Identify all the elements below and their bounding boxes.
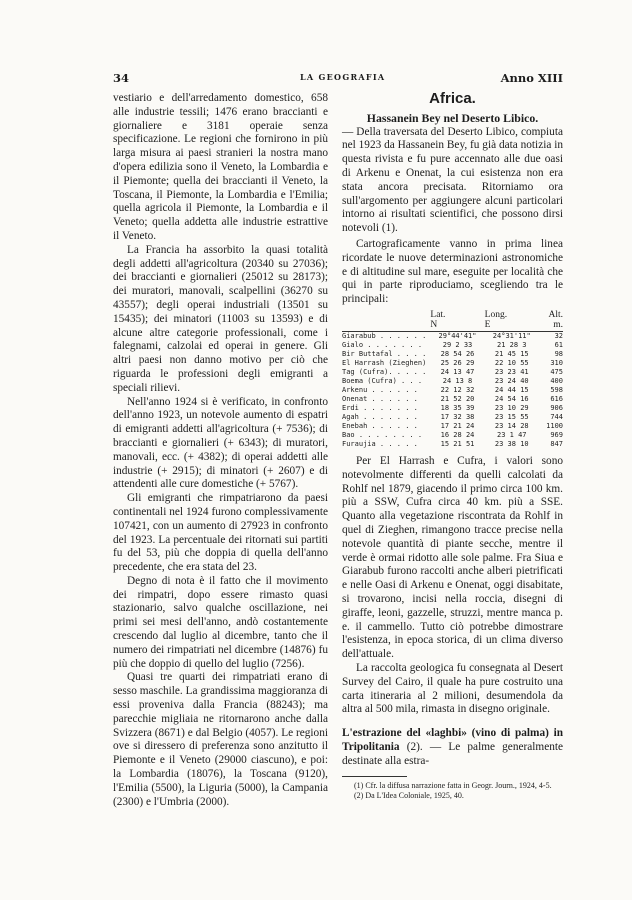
- table-cell: 21 45 15: [494, 349, 529, 358]
- table-cell: 475: [550, 367, 563, 376]
- table-cell: 906: [550, 403, 563, 412]
- table-header-long: Long. E: [485, 310, 539, 332]
- table-cell: 16 28 24: [440, 430, 475, 439]
- table-row: [342, 395, 563, 404]
- table-cell: 24 44 15: [494, 385, 529, 394]
- paragraph: Cartograficamente vanno in prima linea ricordate le nuove determinazioni astronomiche e di altitudine sul mare, eseguite per località che qui in parte riproduciamo, scegliendo tra le principali:: [342, 237, 563, 306]
- table-row: [342, 422, 563, 431]
- table-row: [342, 377, 563, 386]
- article-heading-inline: L'estrazione del «laghbi» (vino di palma) in Tripolitania: [342, 727, 563, 753]
- article-heading: Hassanein Bey nel Deserto Libico.: [366, 110, 539, 125]
- table-header-place: [342, 310, 430, 332]
- table-cell: Boema (Cufra) . . .: [342, 376, 423, 385]
- table-cell: 744: [550, 412, 563, 421]
- footnote: (1) Cfr. la diffusa narrazione fatta in Geogr. Journ., 1924, 4-5.: [354, 781, 552, 791]
- table-cell: Bao . . . . . . . .: [342, 430, 423, 439]
- table-cell: 598: [550, 385, 563, 394]
- table-cell: 24 54 16: [494, 394, 529, 403]
- table-cell: 21 52 20: [440, 394, 475, 403]
- table-cell: Onenat . . . . . .: [342, 394, 418, 403]
- running-header: [113, 71, 563, 85]
- paragraph: La raccolta geologica fu consegnata al Desert Survey del Cairo, il quale ha pure costruito una carta itineraria al 2 milioni, desumendola da altra al 500 mila, rimasta in disegno originale.: [342, 661, 563, 716]
- journal-title: LA GEOGRAFIA: [300, 72, 386, 82]
- table-cell: 28 54 26: [440, 349, 475, 358]
- table-header-lat: Lat. N: [430, 310, 484, 332]
- table-cell: 1100: [546, 421, 563, 430]
- table-cell: 400: [550, 376, 563, 385]
- table-cell: 61: [554, 340, 563, 349]
- table-cell: 24 13 8: [442, 376, 473, 385]
- page-number: 34: [113, 71, 130, 85]
- paragraph: vestiario e dell'arredamento domestico, 658 alle industrie tessili; 1476 erano braccianti e giornaliere e 3181 operaie senza specificazione. Le regioni che fornirono in più larga misura ai paesi stranieri la nostra mano d'opera edilizia sono il Veneto, la Lombardia e il Piemonte; quella dei braccianti il Veneto, la Toscana, il Piemonte, la Lombardia e l'Emilia; quella agricola il Piemonte, la Lombardia e il Veneto; quella addetta alle industrie estrattive il Veneto.: [113, 92, 328, 242]
- table-cell: 310: [550, 358, 563, 367]
- table-cell: 32: [554, 331, 563, 340]
- table-cell: 23 10 29: [494, 403, 529, 412]
- article-paragraph: [342, 727, 563, 768]
- table-row: [342, 404, 563, 413]
- table-cell: El Harrash (Zieghen): [342, 358, 427, 367]
- table-cell: 29 2 33: [442, 340, 473, 349]
- paragraph: Nell'anno 1924 si è verificato, in confronto dell'anno 1923, un notevole aumento di espatri di emigranti addetti all'agricoltura (+ 7536); di braccianti e giornalieri (+ 6343); di muratori, manovali, ecc. (+ 4382); di operai addetti alle industrie (+ 2915); di minatori (+ 2607) e di attendenti alle cure domestiche (+ 5767).: [113, 395, 328, 491]
- table-cell: 23 38 10: [494, 439, 529, 448]
- table-cell: Gialo . . . . . . .: [342, 340, 423, 349]
- table-cell: 23 23 41: [494, 367, 529, 376]
- table-cell: Agah . . . . . . .: [342, 412, 418, 421]
- table-row: [342, 413, 563, 422]
- table-cell: Bir Buttafal . . . .: [342, 349, 427, 358]
- table-cell: 22 10 55: [494, 358, 529, 367]
- table-row: [342, 341, 563, 350]
- table-row: [342, 440, 563, 449]
- volume-year: Anno XIII: [500, 71, 563, 85]
- table-cell: Tag (Cufra). . . . .: [342, 367, 427, 376]
- paragraph: Quasi tre quarti dei rimpatriati erano di sesso maschile. La grandissima maggioranza di essi proveniva dalla Francia (88243); ma parecchie migliaia ne ritornarono anche dalla Svizzera (8671) e dal Belgio (4057). Le regioni ove si diressero di preferenza sono anzitutto il Piemonte e il Veneto (29000 ciascuno), e poi: la Lombardia (18076), la Toscana (9120), l'Emilia (5500), la Liguria (5000), la Campania (2300) e l'Umbria (2000).: [113, 671, 328, 808]
- paragraph: Degno di nota è il fatto che il movimento dei rimpatri, dopo essere rimasto quasi stazionario, salvo qualche oscillazione, nei primi sei mesi dell'anno, andò costantemente crescendo dal luglio al dicembre, tanto che il numero dei rimpatriati nel dicembre (14876) fu più che doppio di quello del luglio (7256).: [113, 574, 328, 670]
- table-cell: Arkenu . . . . . .: [342, 385, 418, 394]
- table-cell: 23 1 47: [497, 430, 527, 439]
- table-row: [342, 331, 563, 341]
- table-cell: 23 14 28: [494, 421, 529, 430]
- footnote: (2) Da L'Idea Coloniale, 1925, 40.: [354, 791, 464, 801]
- table-cell: 25 26 29: [440, 358, 475, 367]
- paragraph: La Francia ha assorbito la quasi totalità degli addetti all'agricoltura (20340 su 27036); dei braccianti e giornalieri (25012 su 28173); dei muratori, manovali, scalpellini (36270 su 43557); degli operai industriali (13501 su 15435); dei minatori (11003 su 13593) e di alcune altre categorie professionali, come i falegnami, calzolai ed operai in genere. Gli altri paesi non danno motivo per ciò che riguarda le professioni degli emigranti a speciali rilievi.: [113, 243, 328, 394]
- table-cell: 616: [550, 394, 563, 403]
- table-cell: Giarabub . . . . . .: [342, 331, 427, 340]
- coordinates-table: [342, 310, 563, 449]
- table-row: [342, 386, 563, 395]
- left-column: [113, 92, 328, 809]
- table-cell: 24 13 47: [440, 367, 475, 376]
- footnote-rule: [342, 776, 407, 777]
- table-cell: 17 32 38: [440, 412, 475, 421]
- table-cell: 23 15 55: [494, 412, 529, 421]
- table-row: [342, 350, 563, 359]
- table-row: [342, 359, 563, 368]
- table-row: [342, 431, 563, 440]
- table-cell: 21 28 3: [497, 340, 527, 349]
- table-cell: 17 21 24: [440, 421, 475, 430]
- paragraph: Per El Harrash e Cufra, i valori sono notevolmente differenti da quelli calcolati da Rohlf nel 1879, giacendo il primo circa 100 km. più a SSW, Cufra circa 40 km. più a SSE. Quanto alla vegetazione riscontrata da Rohlf in quel di Zieghen, rimangono tracce precise nella notevole quantità di piante secche, mentre il verde è ormai ridotto alle sole palme. Fra Siua e Giarabub furono raccolti anche alberi pietrificati e nelle Oasi di Arkenu e Onenat, oggi disabitate, si trovarono, incisi nella roccia, disegni di giraffe, leoni, gazzelle, struzzi, mentre manca p. e. il cammello. Tutto ciò potrebbe dimostrare l'esistenza, in epoca storica, di un clima diverso dell'attuale.: [342, 454, 563, 661]
- table-cell: 24°31'11": [492, 331, 531, 340]
- table-row: [342, 368, 563, 377]
- table-cell: 969: [550, 430, 563, 439]
- table-cell: Furaujia . . . . .: [342, 439, 418, 448]
- paragraph-text: (2). — Le palme generalmente destinate alla estra-: [342, 740, 564, 767]
- table-cell: Enebah . . . . . .: [342, 421, 418, 430]
- table-cell: Erdi . . . . . . .: [342, 403, 418, 412]
- paragraph: Gli emigranti che rimpatriarono da paesi continentali nel 1924 furono complessivamente 107421, con un aumento di 27923 in confronto del 1923. La percentuale dei ritornati sui partiti fu del 53, più che doppia di quella dell'anno precedente, che era stata del 23.: [113, 492, 328, 574]
- table-cell: 29°44'41": [438, 331, 477, 340]
- table-cell: 15 21 51: [440, 439, 475, 448]
- table-cell: 22 12 32: [440, 385, 475, 394]
- table-body: [342, 331, 563, 449]
- table-header-alt: Alt. m.: [539, 310, 563, 332]
- table-cell: 18 35 39: [440, 403, 475, 412]
- table-cell: 98: [554, 349, 563, 358]
- right-column: [342, 92, 563, 801]
- table-cell: 23 24 40: [494, 376, 529, 385]
- paragraph: — Della traversata del Deserto Libico, compiuta nel 1923 da Hassanein Bey, fu già data notizia in questa rivista e fu pure accennato alle due oasi di Arkenu e Onenat, la cui esistenza non era stata ancora precisata. Ritorniamo ora sull'argomento per aggiungere alcuni particolari intorno ai risultati scientifici, che possono dirsi notevoli (1).: [342, 125, 563, 235]
- table-cell: 847: [550, 439, 563, 448]
- section-title: Africa.: [429, 90, 476, 107]
